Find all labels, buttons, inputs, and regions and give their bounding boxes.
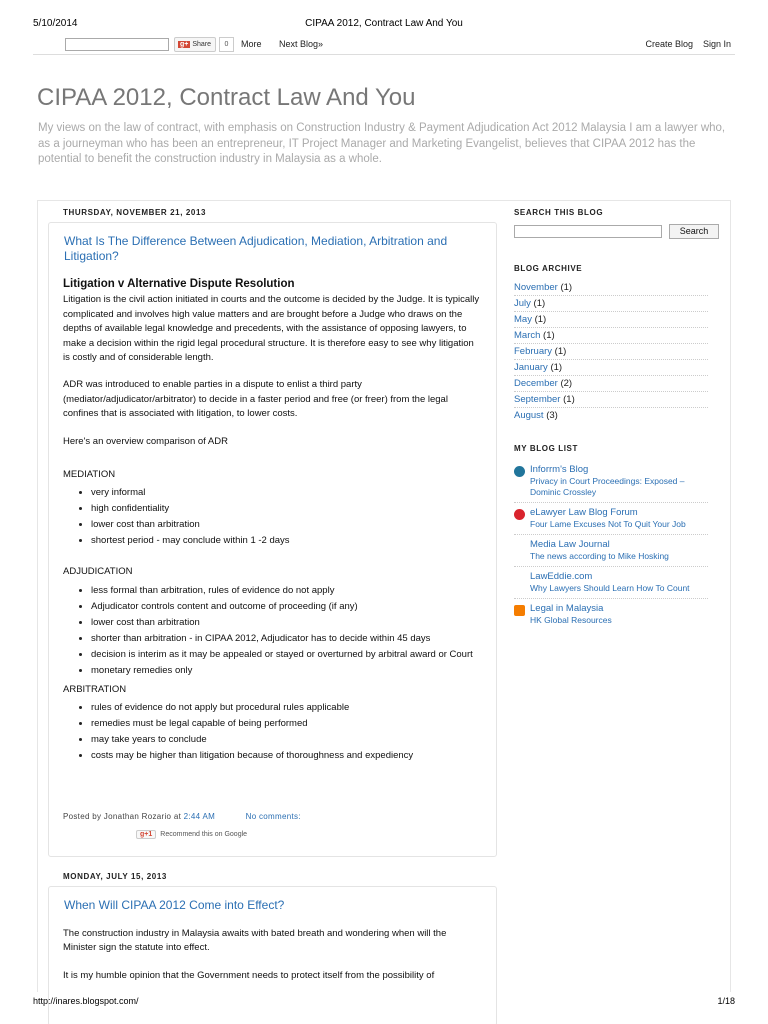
share-count: 0 xyxy=(219,37,234,52)
bloglist-item xyxy=(514,507,708,535)
share-button[interactable] xyxy=(174,37,216,52)
print-doc-title: CIPAA 2012, Contract Law And You xyxy=(305,18,463,29)
more-link[interactable]: More xyxy=(241,39,262,49)
create-blog-link[interactable]: Create Blog xyxy=(645,39,693,49)
archive-count: (1) xyxy=(533,298,546,309)
bloglist-item xyxy=(514,464,708,503)
mediation-list xyxy=(63,486,482,547)
mediation-label: MEDIATION xyxy=(63,469,116,481)
list-item: lower cost than arbitration xyxy=(63,616,482,629)
post-heading: Litigation v Alternative Dispute Resolution xyxy=(63,278,295,290)
sidebar xyxy=(514,208,709,625)
post-date-header: MONDAY, JULY 15, 2013 xyxy=(63,872,167,881)
list-item: may take years to conclude xyxy=(63,733,482,746)
post-date-header: THURSDAY, NOVEMBER 21, 2013 xyxy=(63,208,207,217)
bloglist-item xyxy=(514,571,708,599)
adjudication-list xyxy=(63,584,482,677)
search-heading: SEARCH THIS BLOG xyxy=(514,208,604,217)
archive-item xyxy=(514,392,708,408)
share-label: Share xyxy=(192,41,212,48)
post-paragraph: The construction industry in Malaysia awaits with bated breath and wondering when will the Minister sign the statute into effect. xyxy=(63,928,447,954)
archive-month-link[interactable]: January xyxy=(514,362,548,373)
archive-count: (3) xyxy=(546,410,558,421)
list-item: rules of evidence do not apply but procedural rules applicable xyxy=(63,701,482,714)
comments-link[interactable]: No comments: xyxy=(245,812,301,821)
next-blog-link[interactable]: Next Blog» xyxy=(279,39,324,49)
blog-archive-list xyxy=(514,280,708,424)
recommend-text: Recommend this on Google xyxy=(160,831,248,838)
bloglist-post-link[interactable]: HK Global Resources xyxy=(530,615,612,625)
archive-item xyxy=(514,328,708,344)
post-footer xyxy=(63,812,301,821)
archive-month-link[interactable]: March xyxy=(514,330,541,341)
plusone-widget xyxy=(136,830,247,844)
bloglist-blog-link[interactable]: Legal in Malaysia xyxy=(530,603,604,614)
list-item: monetary remedies only xyxy=(63,664,482,677)
wordpress-icon xyxy=(514,466,525,477)
print-page-number: 1/18 xyxy=(717,996,735,1006)
archive-count: (1) xyxy=(534,314,547,325)
bloglist-post-link[interactable]: The news according to Mike Hosking xyxy=(530,551,669,561)
bloglist-heading: MY BLOG LIST xyxy=(514,444,578,453)
list-item: shortest period - may conclude within 1 -2 days xyxy=(63,534,482,547)
list-item: remedies must be legal capable of being performed xyxy=(63,717,482,730)
archive-count: (1) xyxy=(550,362,563,373)
blogger-icon xyxy=(514,605,525,616)
archive-item xyxy=(514,408,708,424)
archive-item xyxy=(514,280,708,296)
content-border-right xyxy=(730,201,731,992)
archive-count: (1) xyxy=(560,282,573,293)
archive-item xyxy=(514,376,708,392)
bloglist-post-link[interactable]: Privacy in Court Proceedings: Exposed – Dominic Crossley xyxy=(530,476,685,497)
blog-search-input[interactable] xyxy=(514,225,662,238)
blog-list xyxy=(514,464,708,634)
archive-month-link[interactable]: July xyxy=(514,298,531,309)
blog-title[interactable]: CIPAA 2012, Contract Law And You xyxy=(37,84,416,111)
post-paragraph: It is my humble opinion that the Government needs to protect itself from the possibility of xyxy=(63,969,435,981)
archive-month-link[interactable]: November xyxy=(514,282,558,293)
archive-count: (1) xyxy=(554,346,567,357)
list-item: less formal than arbitration, rules of evidence do not apply xyxy=(63,584,482,597)
list-item: lower cost than arbitration xyxy=(63,518,482,531)
post-title-link[interactable]: When Will CIPAA 2012 Come into Effect? xyxy=(64,898,285,912)
google-plus-icon: g+ xyxy=(180,41,189,48)
blogger-navbar xyxy=(33,35,735,55)
bloglist-post-link[interactable]: Four Lame Excuses Not To Quit Your Job xyxy=(530,519,686,529)
bloglist-blog-link[interactable]: Media Law Journal xyxy=(530,539,610,550)
post-paragraph: Here's an overview comparison of ADR xyxy=(63,435,228,447)
sign-in-link[interactable]: Sign In xyxy=(702,39,731,49)
post-body xyxy=(63,927,482,983)
content-divider xyxy=(37,200,731,201)
bloglist-item xyxy=(514,539,708,567)
bloglist-blog-link[interactable]: eLawyer Law Blog Forum xyxy=(530,507,638,518)
bloglist-blog-link[interactable]: LawEddie.com xyxy=(530,571,593,582)
list-item: costs may be higher than litigation because of thoroughness and expediency xyxy=(63,749,482,762)
plusone-button[interactable]: g+1 xyxy=(136,830,156,839)
arbitration-label: ARBITRATION xyxy=(63,683,127,695)
archive-count: (1) xyxy=(563,394,575,405)
archive-month-link[interactable]: August xyxy=(514,410,544,421)
list-item: very informal xyxy=(63,486,482,499)
arbitration-list xyxy=(63,701,482,762)
post-body xyxy=(63,277,482,766)
list-item: high confidentiality xyxy=(63,502,482,515)
post-paragraph: ADR was introduced to enable parties in a dispute to enlist a third party (mediator/adjudicator/arbitrator) to decide in a faster period and free (or freer) from the legal confines that is associated with litigation, to lower costs. xyxy=(63,379,448,420)
archive-item xyxy=(514,312,708,328)
navbar-search-input[interactable] xyxy=(65,38,169,51)
archive-item xyxy=(514,296,708,312)
archive-month-link[interactable]: September xyxy=(514,394,561,405)
adjudication-label: ADJUDICATION xyxy=(63,566,133,578)
bloglist-post-link[interactable]: Why Lawyers Should Learn How To Count xyxy=(530,583,690,593)
print-url: http://inares.blogspot.com/ xyxy=(33,996,139,1006)
blog-description: My views on the law of contract, with emphasis on Construction Industry & Payment Adjudication Act 2012 Malaysia I am a lawyer who, as a journeyman who has been an entrepreneur, IT Project Manager and Marketing Evangelist, believes that CIPAA 2012 has the potential to benefit the construction industry in Malaysia as a whole. xyxy=(38,122,726,165)
post-paragraph: Litigation is the civil action initiated in courts and the outcome is decided by the Judge. It is typically complicated and involves high value matters and are brought before a Judge who draws on the depths of available legal knowledge and precedents, with the assistance of opposing lawyers, to make a decision within the rigid legal procedural structure. It is therefore easy to see why litigation is costly and of considerable length. xyxy=(63,294,480,364)
archive-month-link[interactable]: February xyxy=(514,346,553,357)
archive-heading: BLOG ARCHIVE xyxy=(514,264,583,273)
posted-by: Posted by Jonathan Rozario at xyxy=(63,812,182,821)
archive-item xyxy=(514,344,708,360)
bloglist-item xyxy=(514,603,708,630)
list-item: shorter than arbitration - in CIPAA 2012, Adjudicator has to decide within 45 days xyxy=(63,632,482,645)
post-card xyxy=(48,222,497,857)
post-title-link[interactable]: What Is The Difference Between Adjudication, Mediation, Arbitration and Litigation? xyxy=(64,234,448,263)
archive-count: (1) xyxy=(543,330,555,341)
bloglist-blog-link[interactable]: Inforrm's Blog xyxy=(530,464,589,475)
archive-count: (2) xyxy=(560,378,573,389)
print-footer xyxy=(33,996,735,1008)
archive-month-link[interactable]: May xyxy=(514,314,532,325)
search-button[interactable]: Search xyxy=(669,224,719,239)
print-date: 5/10/2014 xyxy=(33,18,78,29)
post-time-link[interactable]: 2:44 AM xyxy=(183,812,216,821)
list-item: Adjudicator controls content and outcome of proceeding (if any) xyxy=(63,600,482,613)
archive-month-link[interactable]: December xyxy=(514,378,558,389)
elawyer-icon xyxy=(514,509,525,520)
content-border-left xyxy=(37,201,38,992)
print-header xyxy=(33,18,735,30)
list-item: decision is interim as it may be appealed or stayed or overturned by arbitral award or Court xyxy=(63,648,482,661)
archive-item xyxy=(514,360,708,376)
